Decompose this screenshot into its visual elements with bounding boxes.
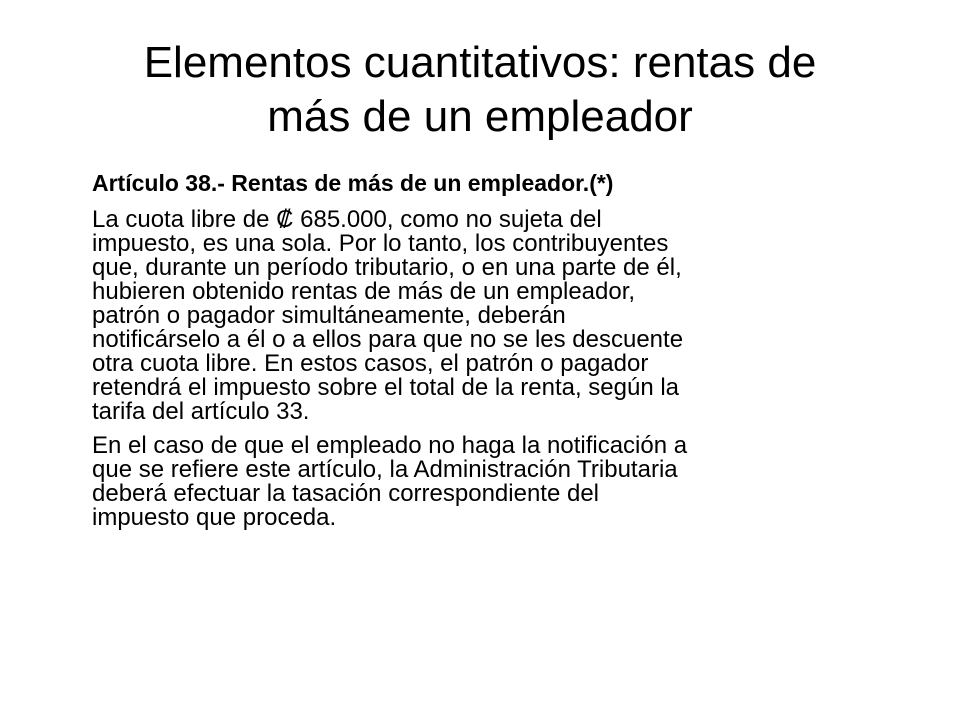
article-heading: Artículo 38.- Rentas de más de un empleador.(*) [92, 170, 614, 196]
paragraph-cuota-libre: La cuota libre de ₡ 685.000, como no sujeta del impuesto, es una sola. Por lo tanto, los contribuyentes que, durante un período tributario, o en una parte de él, hubieren obtenido rentas de más de un empleador, patrón o pagador simultáneamente, deberán notificárselo a él o a ellos para que no se les descuente otra cuota libre. En estos casos, el patrón o pagador retendrá el impuesto sobre el total de la renta, según la tarifa del artículo 33. [92, 205, 684, 425]
slide-title: Elementos cuantitativos: rentas de más de un empleador [143, 38, 817, 141]
slide-body [92, 170, 932, 540]
paragraph-notificacion: En el caso de que el empleado no haga la notificación a que se refiere este artículo, la Administración Tributaria deberá efectuar la tasación correspondiente del impuesto que proceda. [92, 431, 688, 531]
